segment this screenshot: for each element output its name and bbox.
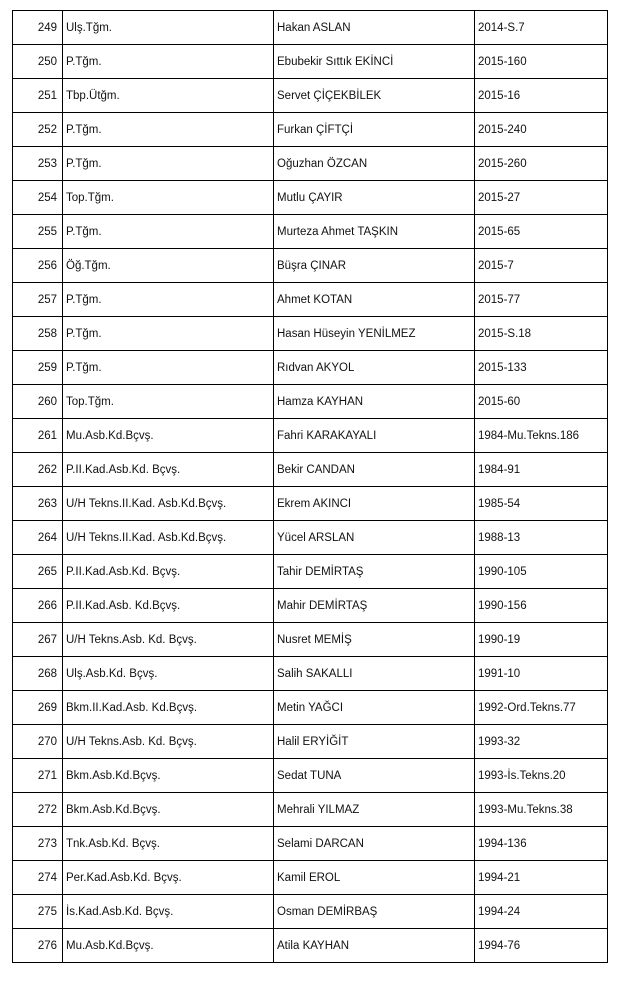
code-cell: 2015-160 [475,45,608,79]
code-cell: 1991-10 [475,657,608,691]
code-cell: 2015-260 [475,147,608,181]
rank-cell: P.II.Kad.Asb.Kd. Bçvş. [63,555,274,589]
name-cell: Ekrem AKINCI [274,487,475,521]
rank-cell: U/H Tekns.Asb. Kd. Bçvş. [63,725,274,759]
code-cell: 2015-S.18 [475,317,608,351]
rank-cell: Top.Tğm. [63,181,274,215]
table-body [13,11,608,963]
table-row [13,589,608,623]
rank-cell: P.Tğm. [63,317,274,351]
code-cell: 2015-65 [475,215,608,249]
table-row [13,351,608,385]
rank-cell: P.Tğm. [63,113,274,147]
row-number: 270 [13,725,63,759]
rank-cell: P.Tğm. [63,215,274,249]
table-row [13,147,608,181]
name-cell: Hamza KAYHAN [274,385,475,419]
code-cell: 1990-19 [475,623,608,657]
row-number: 276 [13,929,63,963]
row-number: 275 [13,895,63,929]
name-cell: Ahmet KOTAN [274,283,475,317]
table-row [13,929,608,963]
table-row [13,317,608,351]
rank-cell: Top.Tğm. [63,385,274,419]
table-row [13,691,608,725]
rank-cell: Bkm.II.Kad.Asb. Kd.Bçvş. [63,691,274,725]
table-row [13,215,608,249]
table-row [13,11,608,45]
personnel-table [12,10,608,963]
name-cell: Ebubekir Sıttık EKİNCİ [274,45,475,79]
rank-cell: Bkm.Asb.Kd.Bçvş. [63,759,274,793]
table-row [13,385,608,419]
rank-cell: P.Tğm. [63,283,274,317]
row-number: 258 [13,317,63,351]
table-row [13,79,608,113]
table-row [13,861,608,895]
code-cell: 1984-Mu.Tekns.186 [475,419,608,453]
rank-cell: Ulş.Tğm. [63,11,274,45]
code-cell: 2015-133 [475,351,608,385]
row-number: 263 [13,487,63,521]
rank-cell: P.II.Kad.Asb. Kd.Bçvş. [63,589,274,623]
name-cell: Bekir CANDAN [274,453,475,487]
code-cell: 2015-7 [475,249,608,283]
code-cell: 1994-76 [475,929,608,963]
row-number: 274 [13,861,63,895]
row-number: 252 [13,113,63,147]
rank-cell: Tbp.Ütğm. [63,79,274,113]
code-cell: 1985-54 [475,487,608,521]
name-cell: Halil ERYİĞİT [274,725,475,759]
row-number: 272 [13,793,63,827]
rank-cell: Öğ.Tğm. [63,249,274,283]
code-cell: 2015-60 [475,385,608,419]
name-cell: Kamil EROL [274,861,475,895]
rank-cell: P.Tğm. [63,351,274,385]
table-row [13,181,608,215]
table-row [13,113,608,147]
row-number: 267 [13,623,63,657]
code-cell: 2015-240 [475,113,608,147]
code-cell: 1994-136 [475,827,608,861]
code-cell: 1993-Mu.Tekns.38 [475,793,608,827]
name-cell: Rıdvan AKYOL [274,351,475,385]
name-cell: Servet ÇİÇEKBİLEK [274,79,475,113]
row-number: 256 [13,249,63,283]
table-row [13,657,608,691]
table-row [13,793,608,827]
rank-cell: İs.Kad.Asb.Kd. Bçvş. [63,895,274,929]
rank-cell: Ulş.Asb.Kd. Bçvş. [63,657,274,691]
row-number: 273 [13,827,63,861]
rank-cell: U/H Tekns.II.Kad. Asb.Kd.Bçvş. [63,487,274,521]
row-number: 262 [13,453,63,487]
name-cell: Hasan Hüseyin YENİLMEZ [274,317,475,351]
table-row [13,249,608,283]
name-cell: Büşra ÇINAR [274,249,475,283]
row-number: 249 [13,11,63,45]
row-number: 254 [13,181,63,215]
rank-cell: P.Tğm. [63,147,274,181]
table-row [13,623,608,657]
table-row [13,521,608,555]
rank-cell: Mu.Asb.Kd.Bçvş. [63,929,274,963]
rank-cell: Mu.Asb.Kd.Bçvş. [63,419,274,453]
code-cell: 2015-27 [475,181,608,215]
rank-cell: U/H Tekns.Asb. Kd. Bçvş. [63,623,274,657]
table-row [13,487,608,521]
row-number: 253 [13,147,63,181]
name-cell: Metin YAĞCI [274,691,475,725]
code-cell: 1984-91 [475,453,608,487]
row-number: 265 [13,555,63,589]
row-number: 268 [13,657,63,691]
name-cell: Atila KAYHAN [274,929,475,963]
rank-cell: Tnk.Asb.Kd. Bçvş. [63,827,274,861]
name-cell: Oğuzhan ÖZCAN [274,147,475,181]
name-cell: Furkan ÇİFTÇİ [274,113,475,147]
row-number: 260 [13,385,63,419]
row-number: 250 [13,45,63,79]
rank-cell: Bkm.Asb.Kd.Bçvş. [63,793,274,827]
code-cell: 1994-24 [475,895,608,929]
name-cell: Mehrali YILMAZ [274,793,475,827]
name-cell: Mahir DEMİRTAŞ [274,589,475,623]
row-number: 257 [13,283,63,317]
row-number: 271 [13,759,63,793]
table-row [13,45,608,79]
row-number: 266 [13,589,63,623]
table-row [13,283,608,317]
name-cell: Fahri KARAKAYALI [274,419,475,453]
name-cell: Mutlu ÇAYIR [274,181,475,215]
name-cell: Yücel ARSLAN [274,521,475,555]
row-number: 264 [13,521,63,555]
name-cell: Salih SAKALLI [274,657,475,691]
rank-cell: P.Tğm. [63,45,274,79]
table-row [13,759,608,793]
code-cell: 1992-Ord.Tekns.77 [475,691,608,725]
code-cell: 2015-77 [475,283,608,317]
table-row [13,725,608,759]
table-row [13,895,608,929]
name-cell: Sedat TUNA [274,759,475,793]
table-row [13,827,608,861]
table-row [13,555,608,589]
name-cell: Hakan ASLAN [274,11,475,45]
row-number: 269 [13,691,63,725]
code-cell: 2015-16 [475,79,608,113]
code-cell: 1988-13 [475,521,608,555]
rank-cell: P.II.Kad.Asb.Kd. Bçvş. [63,453,274,487]
row-number: 255 [13,215,63,249]
row-number: 251 [13,79,63,113]
name-cell: Murteza Ahmet TAŞKIN [274,215,475,249]
code-cell: 2014-S.7 [475,11,608,45]
name-cell: Osman DEMİRBAŞ [274,895,475,929]
row-number: 261 [13,419,63,453]
code-cell: 1993-İs.Tekns.20 [475,759,608,793]
name-cell: Selami DARCAN [274,827,475,861]
table-row [13,419,608,453]
code-cell: 1990-156 [475,589,608,623]
code-cell: 1994-21 [475,861,608,895]
table-row [13,453,608,487]
document-page [12,10,602,963]
rank-cell: U/H Tekns.II.Kad. Asb.Kd.Bçvş. [63,521,274,555]
name-cell: Nusret MEMİŞ [274,623,475,657]
code-cell: 1990-105 [475,555,608,589]
rank-cell: Per.Kad.Asb.Kd. Bçvş. [63,861,274,895]
row-number: 259 [13,351,63,385]
name-cell: Tahir DEMİRTAŞ [274,555,475,589]
code-cell: 1993-32 [475,725,608,759]
